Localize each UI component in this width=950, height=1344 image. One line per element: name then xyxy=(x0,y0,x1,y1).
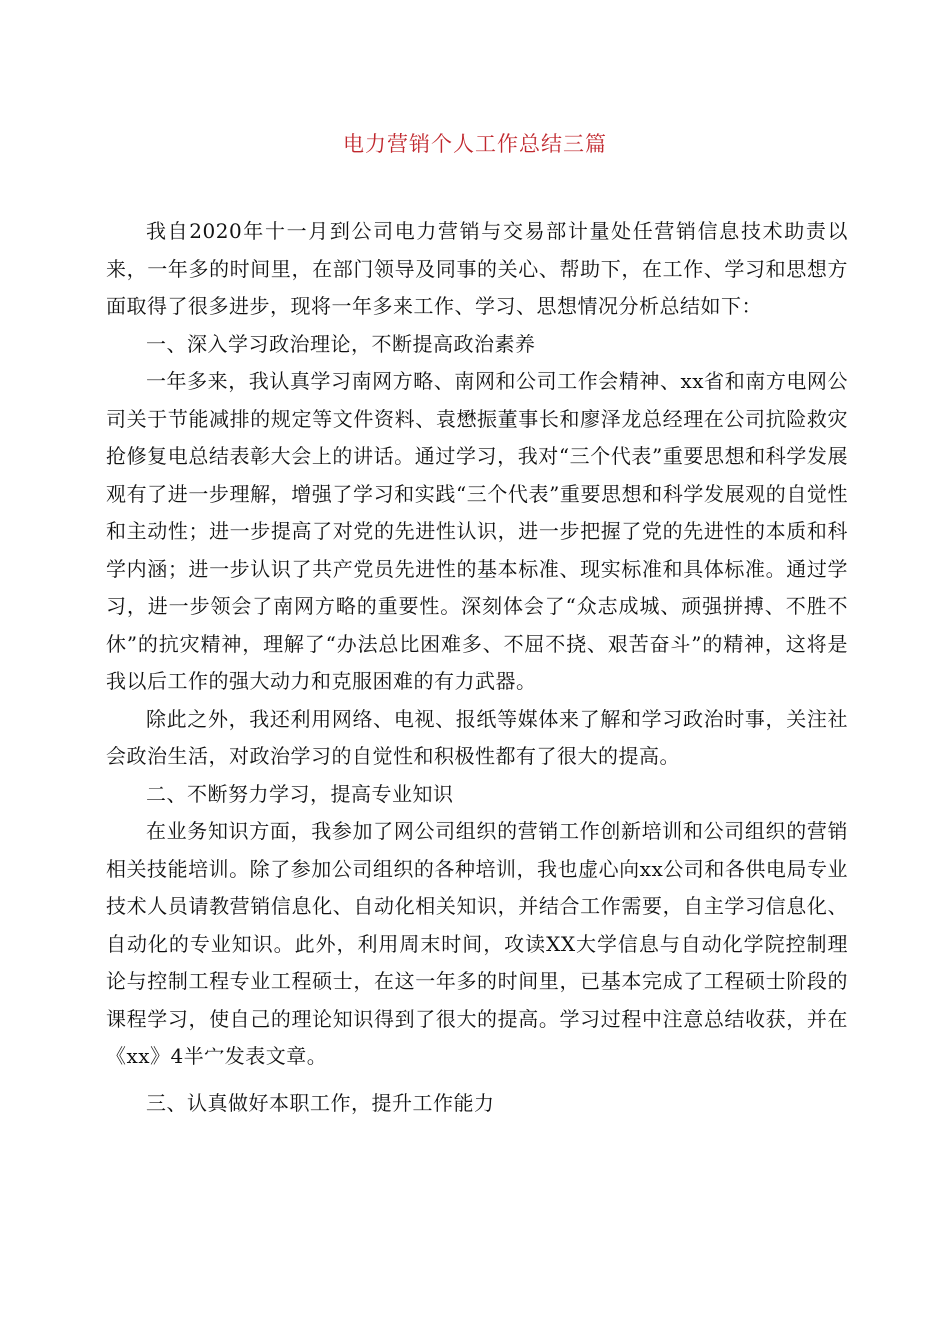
section-1-paragraph-1: 一年多来，我认真学习南网方略、南网和公司工作会精神、xx省和南方电网公司关于节能减排的规定等文件资料、袁懋振董事长和廖泽龙总经理在公司抗险救灾抢修复电总结表彰大会上的讲话。通过学习，我对“三个代表”重要思想和科学发展观有了进一步理解，增强了学习和实践“三个代表”重要思想和科学发展观的自觉性和主动性；进一步提高了对党的先进性认识，进一步把握了党的先进性的本质和科学内涵；进一步认识了共产党员先进性的基本标准、现实标准和具体标准。通过学习，进一步领会了南网方略的重要性。深刻体会了“众志成城、顽强拼搏、不胜不休”的抗灾精神，理解了“办法总比困难多、不屈不挠、艰苦奋斗”的精神，这将是我以后工作的强大动力和克服困难的有力武器。 xyxy=(106,369,848,693)
section-1-paragraph-2: 除此之外，我还利用网络、电视、报纸等媒体来了解和学习政治时事，关注社会政治生活，对政治学习的自觉性和积极性都有了很大的提高。 xyxy=(106,706,848,768)
document-title: 电力营销个人工作总结三篇 xyxy=(343,132,607,156)
section-heading-1: 一、深入学习政治理论，不断提高政治素养 xyxy=(146,331,536,356)
intro-paragraph: 我自2020年十一月到公司电力营销与交易部计量处任营销信息技术助责以来，一年多的时间里，在部门领导及同事的关心、帮助下，在工作、学习和思想方面取得了很多进步，现将一年多来工作、学习、思想情况分析总结如下： xyxy=(106,219,848,318)
section-2-paragraph-1: 在业务知识方面，我参加了网公司组织的营销工作创新培训和公司组织的营销相关技能培训。除了参加公司组织的各种培训，我也虚心向xx公司和各供电局专业技术人员请教营销信息化、自动化相关知识，并结合工作需要，自主学习信息化、自动化的专业知识。此外，利用周末时间，攻读XX大学信息与自动化学院控制理论与控制工程专业工程硕士，在这一年多的时间里，已基本完成了工程硕士阶段的课程学习，使自己的理论知识得到了很大的提高。学习过程中注意总结收获，并在《xx》4半宀发表文章。 xyxy=(106,819,848,1068)
section-heading-3: 三、认真做好本职工作，提升工作能力 xyxy=(146,1090,495,1115)
section-heading-2: 二、不断努力学习，提高专业知识 xyxy=(146,781,454,806)
document-body xyxy=(106,213,848,1122)
